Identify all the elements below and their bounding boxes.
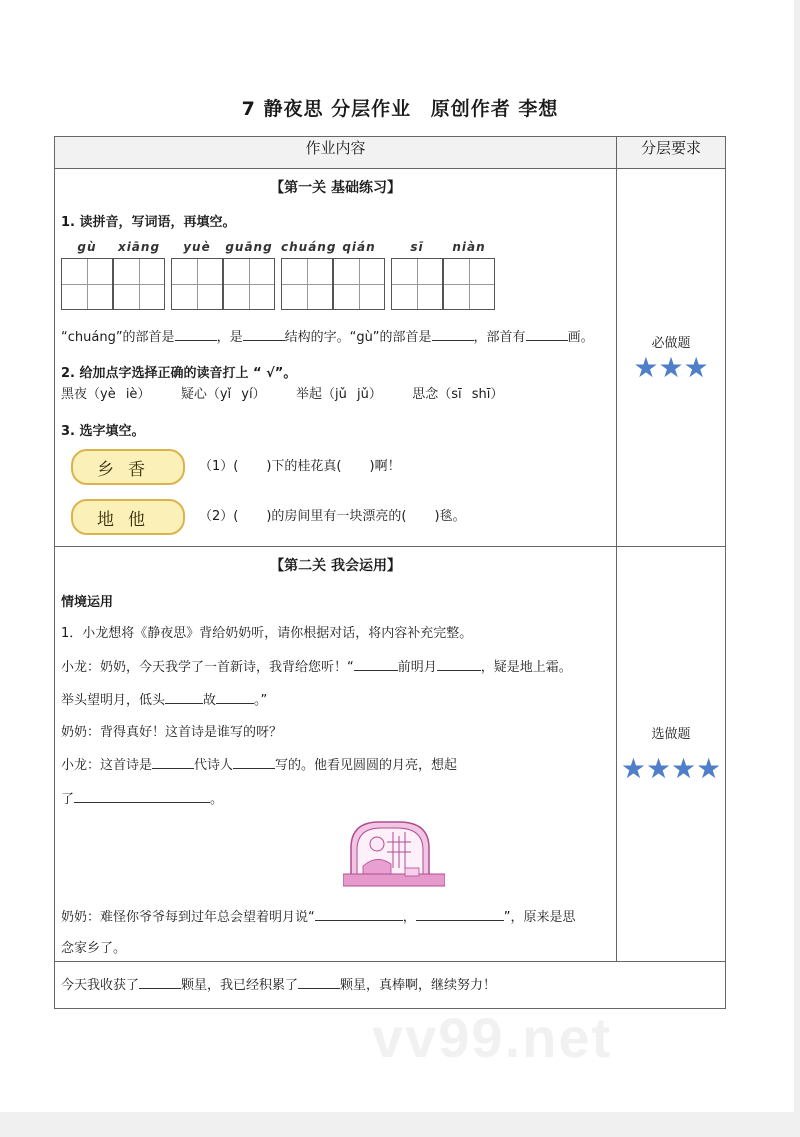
- dialogue-line-5: [61, 790, 616, 808]
- pinyin-grid: [61, 240, 616, 310]
- level2-requirement: [617, 547, 726, 962]
- dialogue-text: 前明月: [397, 659, 437, 675]
- writing-box[interactable]: [113, 258, 165, 310]
- dialogue-text: 故: [203, 693, 217, 709]
- q2-item: 疑心（yǐ yí）: [180, 386, 266, 402]
- moon-window-picture: [343, 818, 616, 892]
- footer-part: 今天我收获了: [61, 978, 140, 994]
- writing-box[interactable]: [281, 258, 333, 310]
- footer-part: 颗星，我已经积累了: [181, 978, 299, 994]
- dialogue-text: ，: [402, 909, 416, 925]
- footer-row: [55, 962, 726, 1009]
- fill-text: 结构的字。“gù”的部首是: [284, 330, 432, 345]
- pinyin: chuáng: [281, 240, 337, 254]
- page-edge: [794, 0, 800, 1137]
- word-group-2: [171, 240, 275, 310]
- dialogue-text: 代诗人: [194, 758, 234, 774]
- pinyin: yuè: [183, 240, 211, 254]
- dialogue-line-2: [61, 691, 616, 709]
- dialogue-line-7: 念家乡了。: [61, 941, 127, 957]
- writing-box[interactable]: [61, 258, 113, 310]
- q2-item: 举起（jǔ jǔ）: [296, 386, 382, 402]
- blank[interactable]: [74, 790, 210, 803]
- fill-text: ，是: [216, 330, 243, 345]
- blank[interactable]: [354, 658, 398, 671]
- q1-fill-line: [61, 328, 616, 346]
- fill-text: “chuáng”的部首是: [61, 330, 175, 345]
- blank[interactable]: [526, 328, 568, 341]
- footer-text: [61, 976, 725, 994]
- q3-sentence-1: [199, 459, 401, 475]
- level1-requirement: [617, 169, 726, 547]
- footer-cell: [55, 962, 726, 1009]
- moon-window-illustration: [343, 818, 445, 888]
- header-requirement: 分层要求: [617, 137, 726, 169]
- star-rating: ★★★★: [620, 752, 722, 785]
- level1-q1: 1. 读拼音，写词语，再填空。: [61, 215, 236, 230]
- author-line: 原创作者 李想: [430, 98, 559, 120]
- requirement-label: 选做题: [651, 727, 691, 742]
- sentence-text: )毯。: [434, 509, 466, 525]
- dialogue-line-3: 奶奶：背得真好！这首诗是谁写的呀？: [61, 724, 283, 740]
- watermark: vv99.net: [372, 1006, 613, 1069]
- blank[interactable]: [437, 658, 481, 671]
- word-group-4: [391, 240, 495, 310]
- blank[interactable]: [233, 756, 275, 769]
- homework-table: [54, 136, 726, 1009]
- dialogue-text: 奶奶：难怪你爷爷每到过年总会望着明月说“: [61, 909, 315, 925]
- pinyin: sī: [410, 240, 424, 254]
- q3-sentence-2: [199, 509, 466, 525]
- character-scroll: 乡香: [71, 449, 185, 485]
- header-content: 作业内容: [55, 137, 617, 169]
- level1-content: [55, 169, 617, 547]
- q3-row-2: [71, 499, 616, 535]
- dialogue-line-6: [61, 908, 616, 926]
- q3-row-1: [71, 449, 616, 485]
- q2-item: 思念（sī shī）: [412, 386, 504, 402]
- sentence-text: )的房间里有一块漂亮的(: [266, 509, 407, 525]
- level2-title: 【第二关 我会运用】: [270, 558, 401, 574]
- pinyin: niàn: [452, 240, 486, 254]
- level1-row: [55, 169, 726, 547]
- level1-q3: 3. 选字填空。: [61, 424, 145, 440]
- level2-q1: 1．小龙想将《静夜思》背给奶奶听，请你根据对话，将内容补充完整。: [61, 626, 473, 641]
- pinyin: qián: [342, 240, 376, 254]
- word-group-1: [61, 240, 165, 310]
- sentence-text: )啊！: [369, 459, 401, 475]
- dialogue-text: 。: [210, 791, 224, 807]
- q2-item: 黑夜（yè iè）: [61, 386, 151, 402]
- lesson-title: 7 静夜思 分层作业: [241, 98, 412, 120]
- fill-text: 画。: [567, 330, 594, 345]
- star-rating: ★★★: [633, 350, 709, 384]
- blank[interactable]: [152, 756, 194, 769]
- dialogue-text: ，疑是地上霜。: [480, 659, 572, 675]
- page-title: [0, 94, 800, 121]
- pinyin: xiāng: [117, 240, 161, 254]
- blank[interactable]: [315, 908, 403, 921]
- requirement-label: 必做题: [651, 335, 691, 351]
- blank[interactable]: [175, 328, 217, 341]
- level2-content: [55, 547, 617, 962]
- sentence-text: （2）(: [199, 509, 239, 525]
- dialogue-line-4: [61, 756, 616, 774]
- q2-options: [61, 387, 616, 403]
- dialogue-text: 。”: [254, 693, 268, 709]
- level2-subtitle: 情境运用: [61, 595, 114, 610]
- writing-box[interactable]: [223, 258, 275, 310]
- dialogue-text: 写的。他看见圆圆的月亮，想起: [275, 758, 458, 774]
- pinyin: gù: [77, 240, 97, 254]
- blank[interactable]: [216, 691, 254, 704]
- blank[interactable]: [139, 976, 181, 989]
- dialogue-text: 小龙：奶奶，今天我学了一首新诗，我背给您听！“: [61, 659, 354, 675]
- level1-title: 【第一关 基础练习】: [270, 180, 401, 196]
- dialogue-text: 了: [61, 791, 75, 807]
- level2-row: [55, 547, 726, 962]
- word-group-3: [281, 240, 385, 310]
- blank[interactable]: [416, 908, 504, 921]
- writing-box[interactable]: [391, 258, 443, 310]
- blank[interactable]: [298, 976, 340, 989]
- footer-part: 颗星，真棒啊，继续努力！: [340, 978, 497, 994]
- dialogue-line-1: [61, 658, 616, 676]
- dialogue-text: 举头望明月，低头: [61, 693, 166, 709]
- fill-text: ，部首有: [473, 330, 526, 345]
- blank[interactable]: [165, 691, 203, 704]
- pinyin: guāng: [225, 240, 273, 254]
- dialogue-text: ”，原来是思: [503, 909, 576, 925]
- writing-box[interactable]: [171, 258, 223, 310]
- writing-box[interactable]: [333, 258, 385, 310]
- blank[interactable]: [243, 328, 285, 341]
- bottom-band: [0, 1112, 800, 1137]
- dialogue-text: 小龙：这首诗是: [61, 758, 153, 774]
- blank[interactable]: [432, 328, 474, 341]
- writing-box[interactable]: [443, 258, 495, 310]
- character-scroll: 地他: [71, 499, 185, 535]
- table-header-row: [55, 137, 726, 169]
- sentence-text: （1）(: [199, 459, 239, 475]
- sentence-text: )下的桂花真(: [266, 459, 342, 475]
- level1-q2: 2. 给加点字选择正确的读音打上 “ √”。: [61, 365, 297, 381]
